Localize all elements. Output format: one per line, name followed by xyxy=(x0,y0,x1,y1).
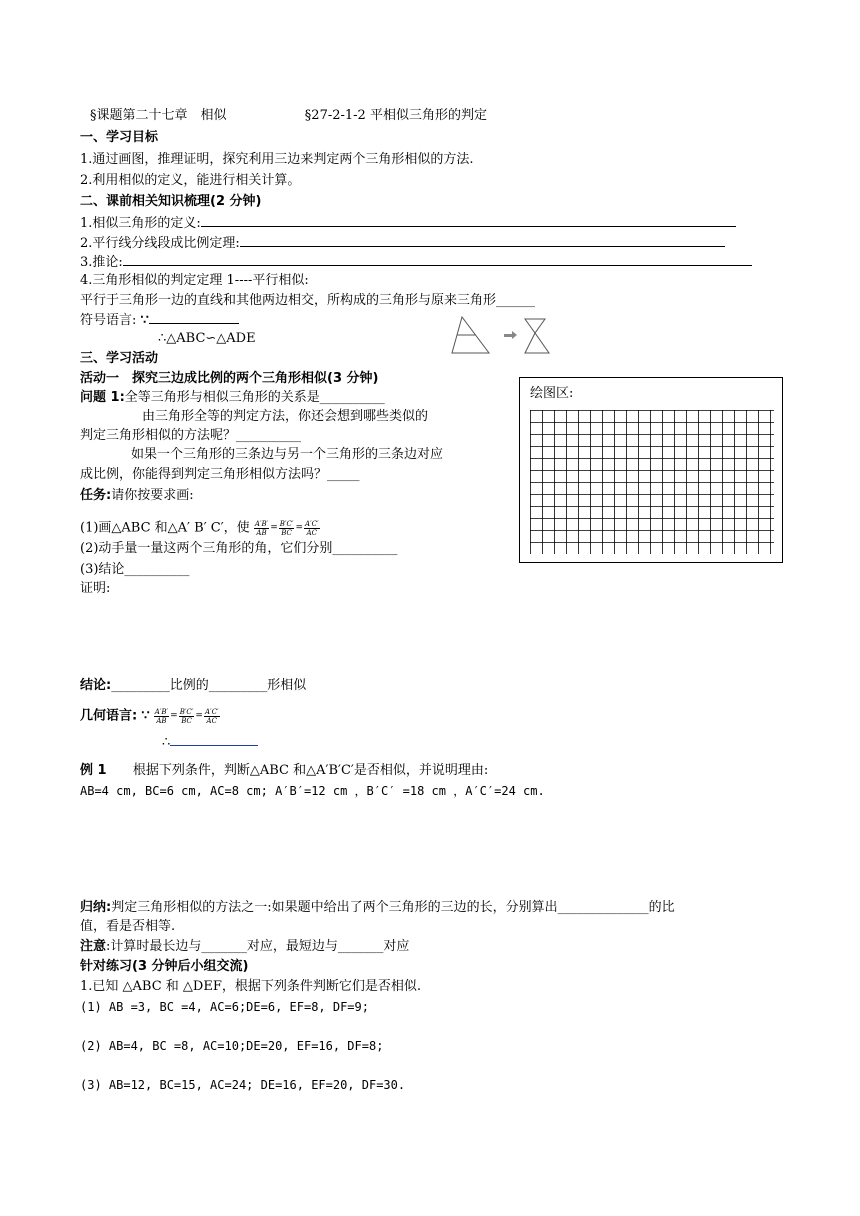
practice-title: 针对练习(3 分钟后小组交流) xyxy=(80,959,249,974)
ratio-3: $\frac{A'C'}{AC}$ xyxy=(305,519,319,537)
task-step-1 xyxy=(80,519,320,538)
section-2-title: 二、课前相关知识梳理(2 分钟) xyxy=(80,194,262,209)
objective-2: 2.利用相似的定义，能进行相关计算。 xyxy=(80,173,301,188)
summary xyxy=(80,899,675,917)
ratio-1: $\frac{A'B'}{AB}$ xyxy=(254,519,269,537)
answer-blank[interactable] xyxy=(240,234,725,247)
section-1-title: 一、学习目标 xyxy=(80,130,159,145)
equals-sign: = xyxy=(270,523,278,533)
objective-1: 1.通过画图，推理证明，探究利用三边来判定两个三角形相似的方法. xyxy=(80,152,474,167)
task xyxy=(80,487,194,505)
note-label: 注意 xyxy=(80,939,107,954)
practice-question: 1.已知 △ABC 和 △DEF，根据下列条件判断它们是否相似. xyxy=(80,979,421,994)
problem-1 xyxy=(80,389,385,407)
review-q4: 4.三角形相似的判定定理 1----平行相似: xyxy=(80,273,309,288)
activity-1-title: 活动一 探究三边成比例的两个三角形相似(3 分钟) xyxy=(80,371,379,386)
drawing-area[interactable] xyxy=(519,377,783,563)
task-step-1-text: (1)画△ABC 和△A′ B′ C′，使 xyxy=(80,520,250,536)
practice-item-3: (3) AB=12, BC=15, AC=24; DE=16, EF=20, DF=30. xyxy=(80,1078,406,1092)
problem-line-3: 判定三角形相似的方法呢？__________ xyxy=(80,428,302,443)
summary-text-2: 值，看是否相等. xyxy=(80,919,176,934)
problem-1-label: 问题 1: xyxy=(80,390,125,405)
review-q1-label: 1.相似三角形的定义: xyxy=(80,216,201,231)
arrow-icon xyxy=(504,331,517,339)
answer-blank[interactable] xyxy=(201,214,736,227)
ratio-3: $\frac{A'C'}{AC}$ xyxy=(204,707,219,725)
conclusion-text: _________比例的_________形相似 xyxy=(111,678,307,693)
answer-blank[interactable] xyxy=(170,733,258,746)
task-text: 请你按要求画: xyxy=(111,488,194,503)
therefore-line: ∴△ABC∽△ADE xyxy=(158,331,256,346)
proof-label: 证明: xyxy=(80,581,111,596)
geometric-language xyxy=(80,705,220,728)
example-data: AB=4 cm, BC=6 cm, AC=8 cm; A′B′=12 cm ，B′C′ =18 cm ，A′C′=24 cm. xyxy=(80,784,545,798)
note xyxy=(80,938,409,956)
ratio-2: $\frac{B'C'}{BC}$ xyxy=(279,519,294,537)
geo-language-label: 几何语言: xyxy=(80,708,138,724)
because-symbol: ∵ xyxy=(140,313,149,328)
drawing-grid[interactable] xyxy=(530,410,774,554)
symbol-label: 符号语言: xyxy=(80,313,137,328)
example-1 xyxy=(80,762,488,780)
symbol-language xyxy=(80,311,239,330)
conclusion xyxy=(80,677,306,695)
because-symbol: ∵ xyxy=(141,708,150,724)
lesson-title: §27-2-1-2 平相似三角形的判定 xyxy=(304,108,487,123)
ratio-2: $\frac{B'C'}{BC}$ xyxy=(179,707,194,725)
drawing-area-label: 绘图区: xyxy=(530,386,574,401)
review-q2 xyxy=(80,234,725,253)
section-3-title: 三、学习活动 xyxy=(80,351,159,366)
answer-blank[interactable] xyxy=(149,311,239,324)
answer-blank[interactable] xyxy=(123,253,752,266)
review-q3-label: 3.推论: xyxy=(80,255,123,270)
ratio-1: $\frac{A'B'}{AB}$ xyxy=(154,707,169,725)
note-text: :计算时最长边与_______对应，最短边与_______对应 xyxy=(106,939,410,954)
problem-line-4: 如果一个三角形的三条边与另一个三角形的三条边对应 xyxy=(131,447,444,462)
example-text: 根据下列条件，判断△ABC 和△A′B′C′是否相似，并说明理由: xyxy=(132,763,489,778)
problem-line-2: 由三角形全等的判定方法，你还会想到哪些类似的 xyxy=(142,409,429,424)
review-q2-label: 2.平行线分线段成比例定理: xyxy=(80,236,240,251)
problem-1-text: 全等三角形与相似三角形的关系是__________ xyxy=(124,390,385,405)
triangle-figure-2 xyxy=(525,319,549,353)
practice-item-1: (1) AB =3, BC =4, AC=6;DE=6, EF=8, DF=9; xyxy=(80,1000,369,1014)
equals-sign: = xyxy=(170,711,178,721)
practice-item-2: (2) AB=4, BC =8, AC=10;DE=20, EF=16, DF=8; xyxy=(80,1039,384,1053)
course-title: §课题第二十七章 相似 xyxy=(90,108,227,123)
task-label: 任务: xyxy=(80,488,112,503)
summary-label: 归纳: xyxy=(80,900,112,915)
triangle-figures xyxy=(445,313,555,359)
therefore-line xyxy=(162,733,258,752)
review-q3 xyxy=(80,253,752,272)
task-step-3: (3)结论__________ xyxy=(80,562,190,577)
task-step-2: (2)动手量一量这两个三角形的角，它们分别__________ xyxy=(80,541,398,556)
equals-sign: = xyxy=(195,711,203,721)
conclusion-label: 结论: xyxy=(80,678,112,693)
therefore-symbol: ∴ xyxy=(162,735,171,750)
equals-sign: = xyxy=(295,523,303,533)
review-q4-text: 平行于三角形一边的直线和其他两边相交，所构成的三角形与原来三角形______ xyxy=(80,293,536,308)
lesson-header xyxy=(90,107,487,125)
summary-text: 判定三角形相似的方法之一:如果题中给出了两个三角形的三边的长，分别算出______________的比 xyxy=(111,900,675,915)
triangle-figure-1 xyxy=(452,317,489,353)
problem-line-5: 成比例，你能得到判定三角形相似方法吗？_____ xyxy=(80,467,360,482)
review-q1 xyxy=(80,214,736,233)
example-label: 例 1 xyxy=(80,763,107,778)
